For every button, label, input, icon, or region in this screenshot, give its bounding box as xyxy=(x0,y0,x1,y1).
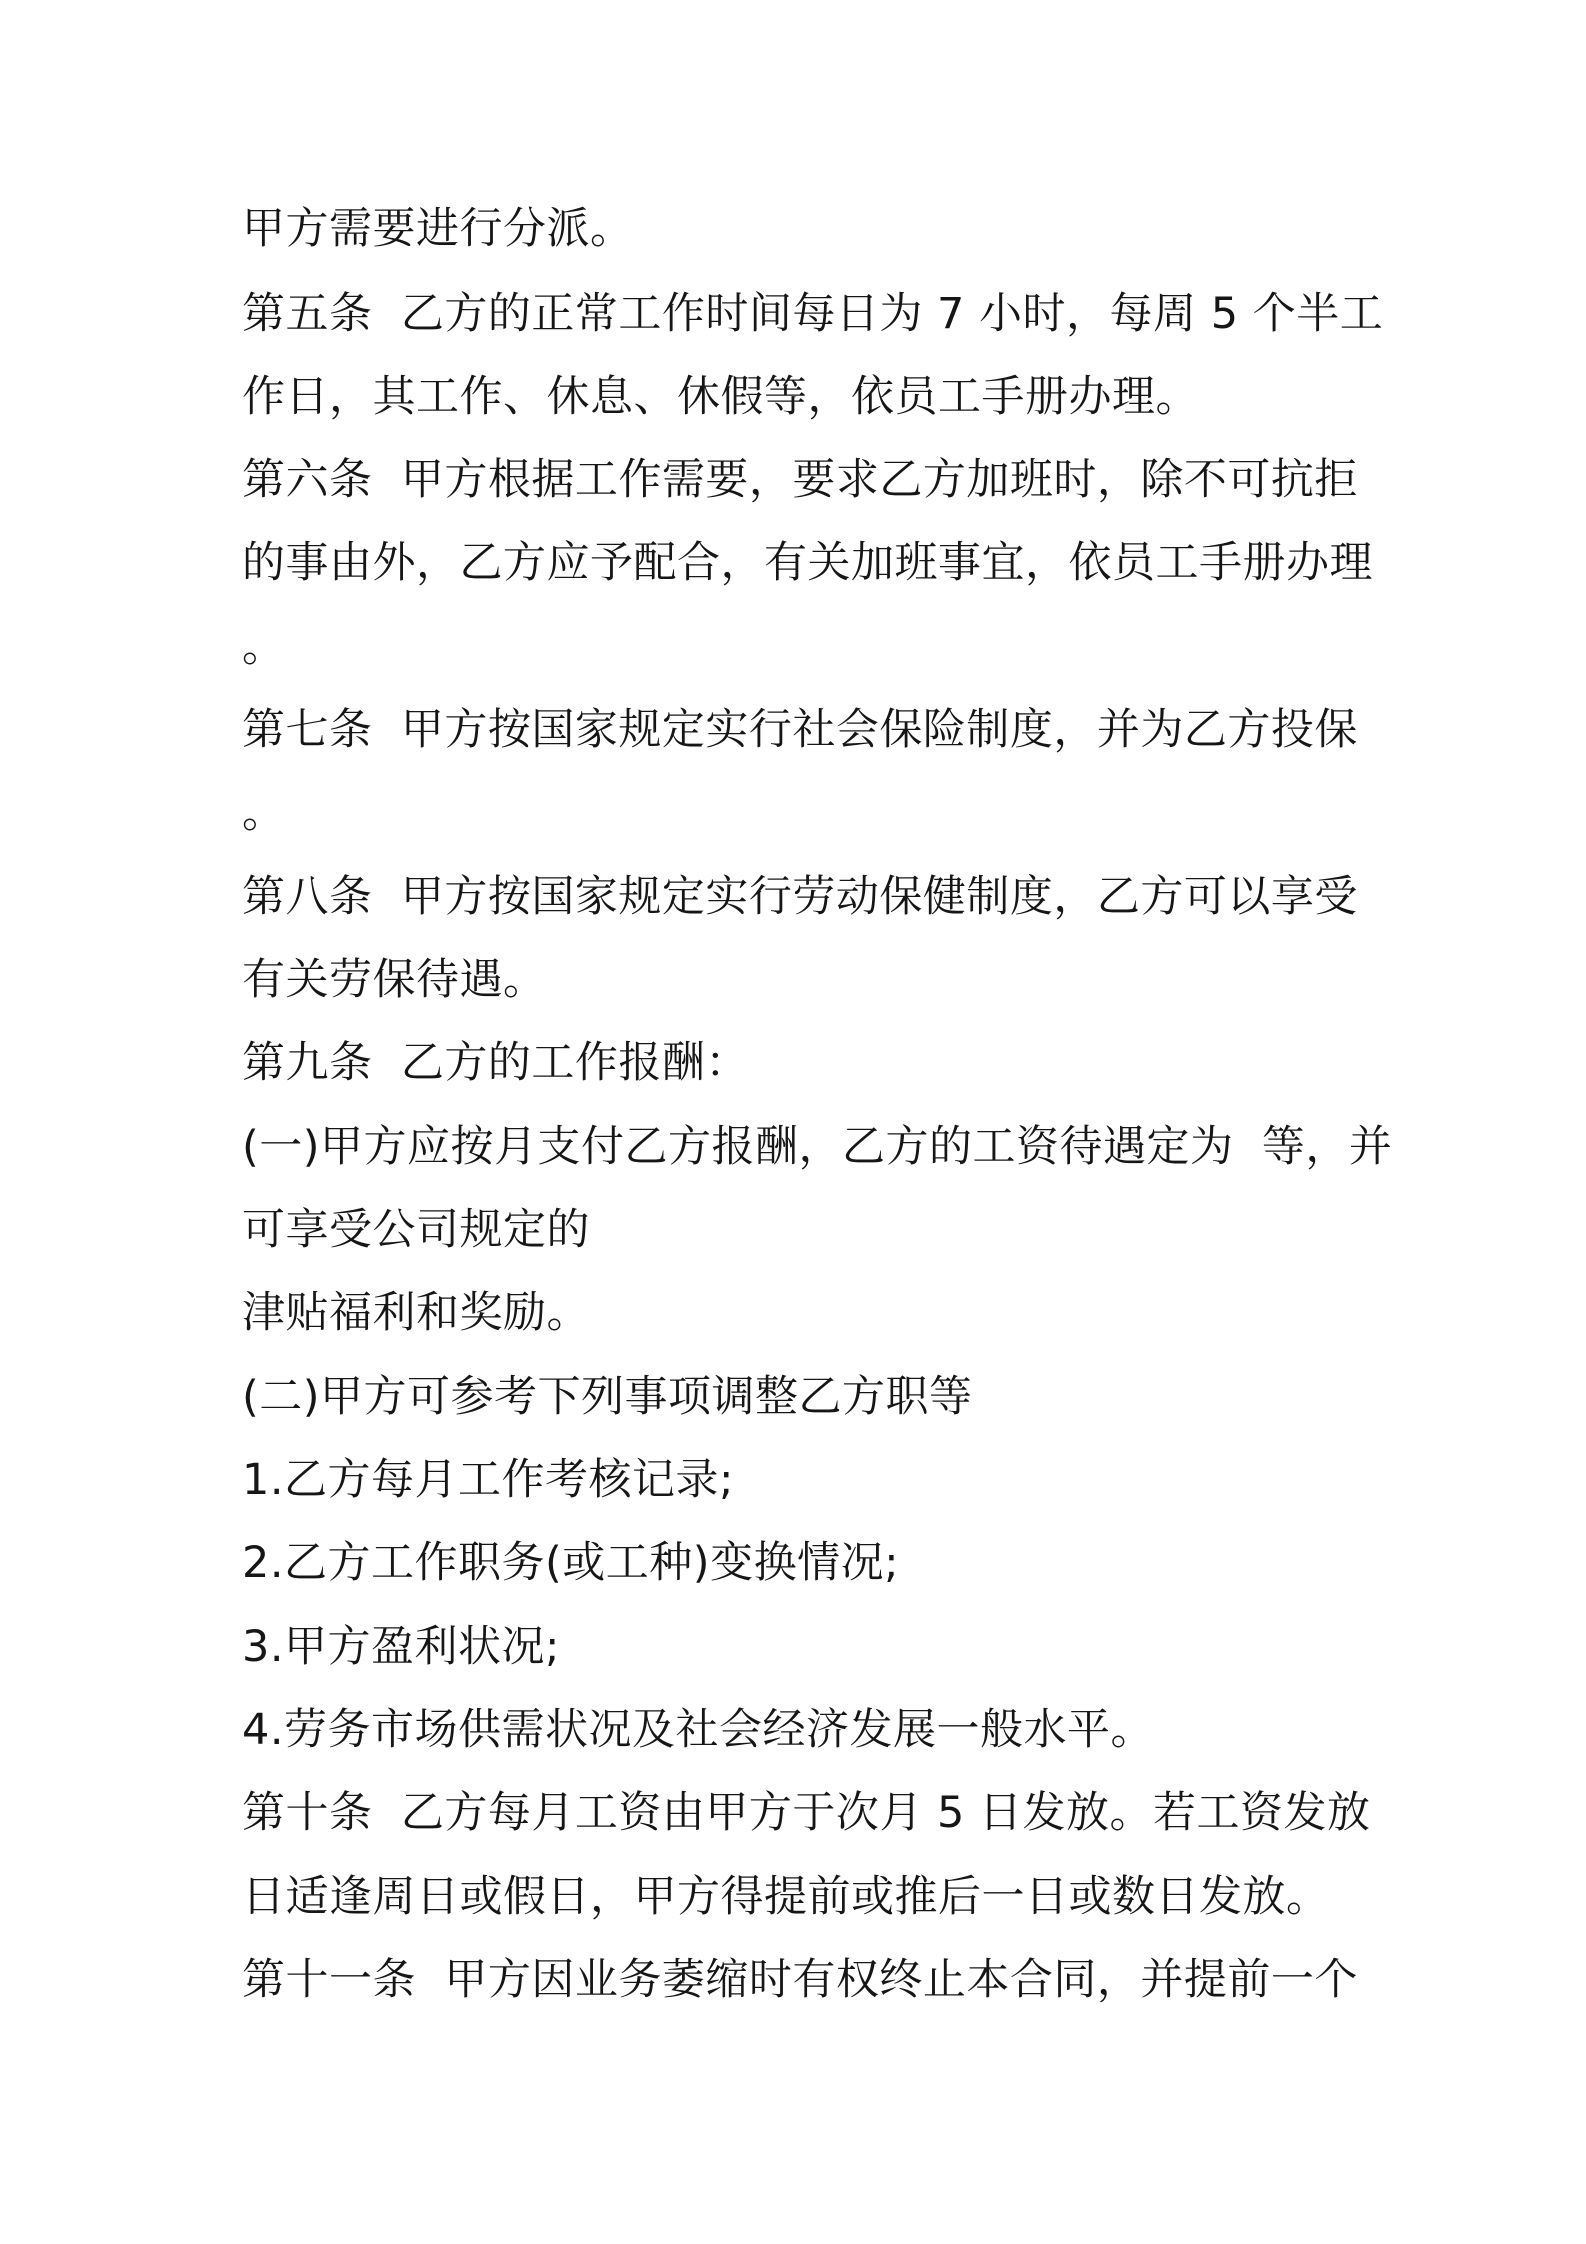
text-line: 有关劳保待遇。 xyxy=(242,955,547,1005)
text-line: 日适逢周日或假日，甲方得提前或推后一日或数日发放。 xyxy=(242,1872,1330,1922)
text-line: 4.劳务市场供需状况及社会经济发展一般水平。 xyxy=(242,1705,1155,1755)
text-line: 3.甲方盈利状况; xyxy=(242,1622,561,1672)
text-line: (一)甲方应按月支付乙方报酬，乙方的工资待遇定为 等，并 xyxy=(242,1122,1393,1172)
text-line: 第十条 乙方每月工资由甲方于次月 5 日发放。若工资发放 xyxy=(242,1788,1371,1838)
text-line: 。 xyxy=(242,788,286,838)
text-line: 1.乙方每月工作考核记录; xyxy=(242,1455,735,1505)
text-line: 第十一条 甲方因业务萎缩时有权终止本合同，并提前一个 xyxy=(242,1955,1358,2005)
text-line: 第八条 甲方按国家规定实行劳动保健制度，乙方可以享受 xyxy=(242,872,1358,922)
text-line: 甲方需要进行分派。 xyxy=(242,204,634,254)
text-line: 。 xyxy=(242,622,286,672)
text-line: 可享受公司规定的 xyxy=(242,1205,590,1255)
text-line: 第五条 乙方的正常工作时间每日为 7 小时，每周 5 个半工 xyxy=(242,289,1384,339)
text-line: (二)甲方可参考下列事项调整乙方职等 xyxy=(242,1372,973,1422)
text-line: 作日，其工作、休息、休假等，依员工手册办理。 xyxy=(242,372,1199,422)
text-line: 第七条 甲方按国家规定实行社会保险制度，并为乙方投保 xyxy=(242,705,1358,755)
text-line: 津贴福利和奖励。 xyxy=(242,1288,590,1338)
text-line: 的事由外，乙方应予配合，有关加班事宜，依员工手册办理 xyxy=(242,538,1373,588)
text-line: 第六条 甲方根据工作需要，要求乙方加班时，除不可抗拒 xyxy=(242,455,1358,505)
text-line: 2.乙方工作职务(或工种)变换情况; xyxy=(242,1538,900,1588)
text-line: 第九条 乙方的工作报酬： xyxy=(242,1038,749,1088)
